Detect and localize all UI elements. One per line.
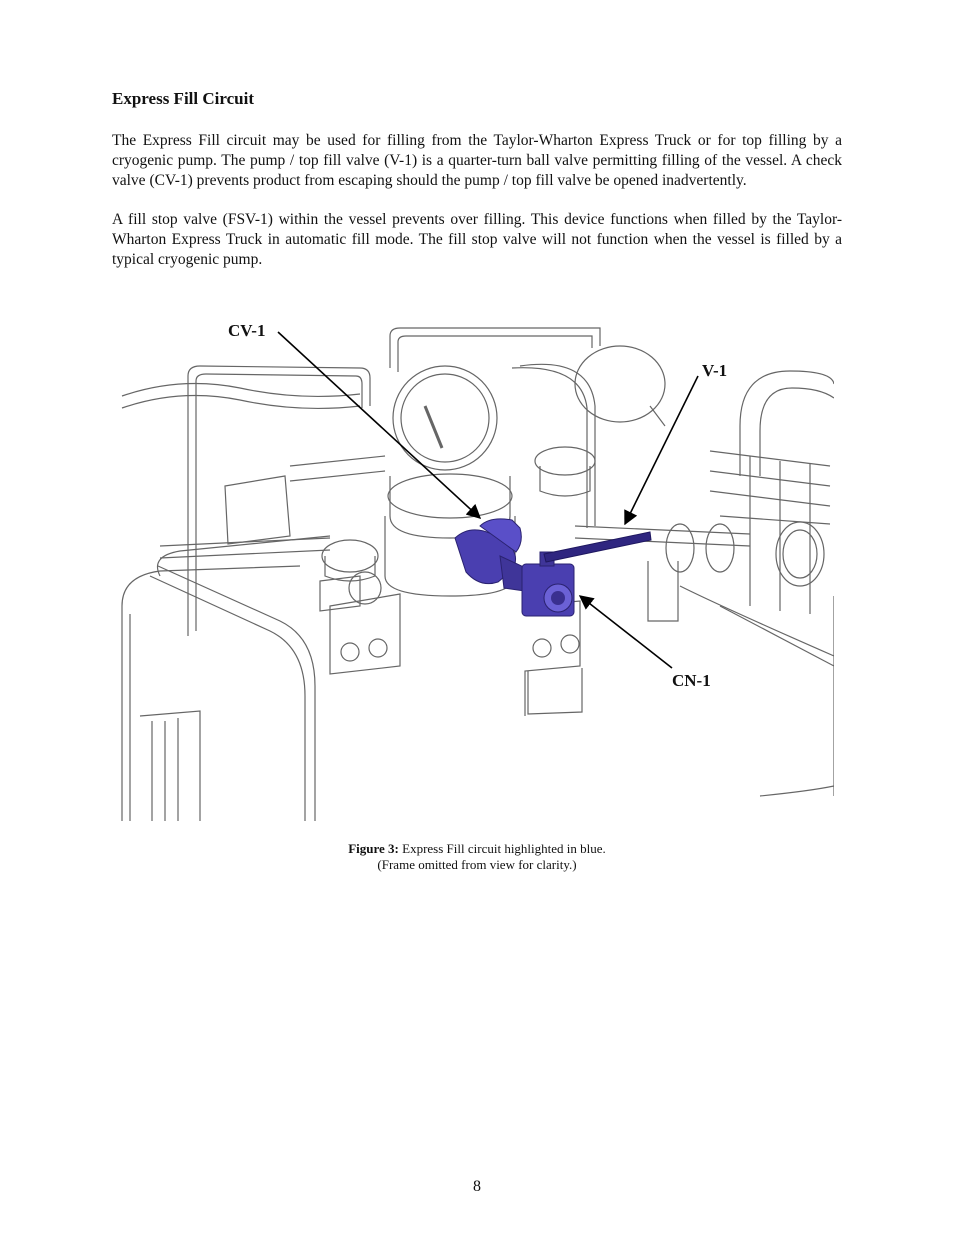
callout-cv1: CV-1: [228, 321, 266, 340]
express-fill-highlight: [455, 519, 651, 616]
figure-express-fill-circuit: [120, 276, 834, 821]
piping-illustration: [120, 276, 834, 821]
caption-note: (Frame omitted from view for clarity.): [377, 857, 577, 872]
figure-caption: [0, 841, 954, 873]
callout-v1: V-1: [702, 361, 728, 380]
callout-arrows: [278, 332, 698, 668]
callout-cn1: CN-1: [672, 671, 711, 690]
paragraph-express-fill: The Express Fill circuit may be used for filling from the Taylor-Wharton Express Truck or for top filling by a cryogenic pump. The pump / top fill valve (V-1) is a quarter-turn ball valve permitting filling of the vessel. A check valve (CV-1) prevents product from escaping should the pump / top fill valve be opened inadvertently.: [112, 132, 842, 189]
paragraph-fill-stop: A fill stop valve (FSV-1) within the vessel prevents over filling. This device functions when filled by the Taylor-Wharton Express Truck in automatic fill mode. The fill stop valve will not function when the vessel is filled by a typical cryogenic pump.: [112, 211, 842, 268]
section-heading: Express Fill Circuit: [112, 89, 254, 108]
caption-label: Figure 3:: [348, 841, 399, 856]
page-number: 8: [473, 1178, 481, 1195]
caption-text: Express Fill circuit highlighted in blue.: [398, 841, 606, 856]
